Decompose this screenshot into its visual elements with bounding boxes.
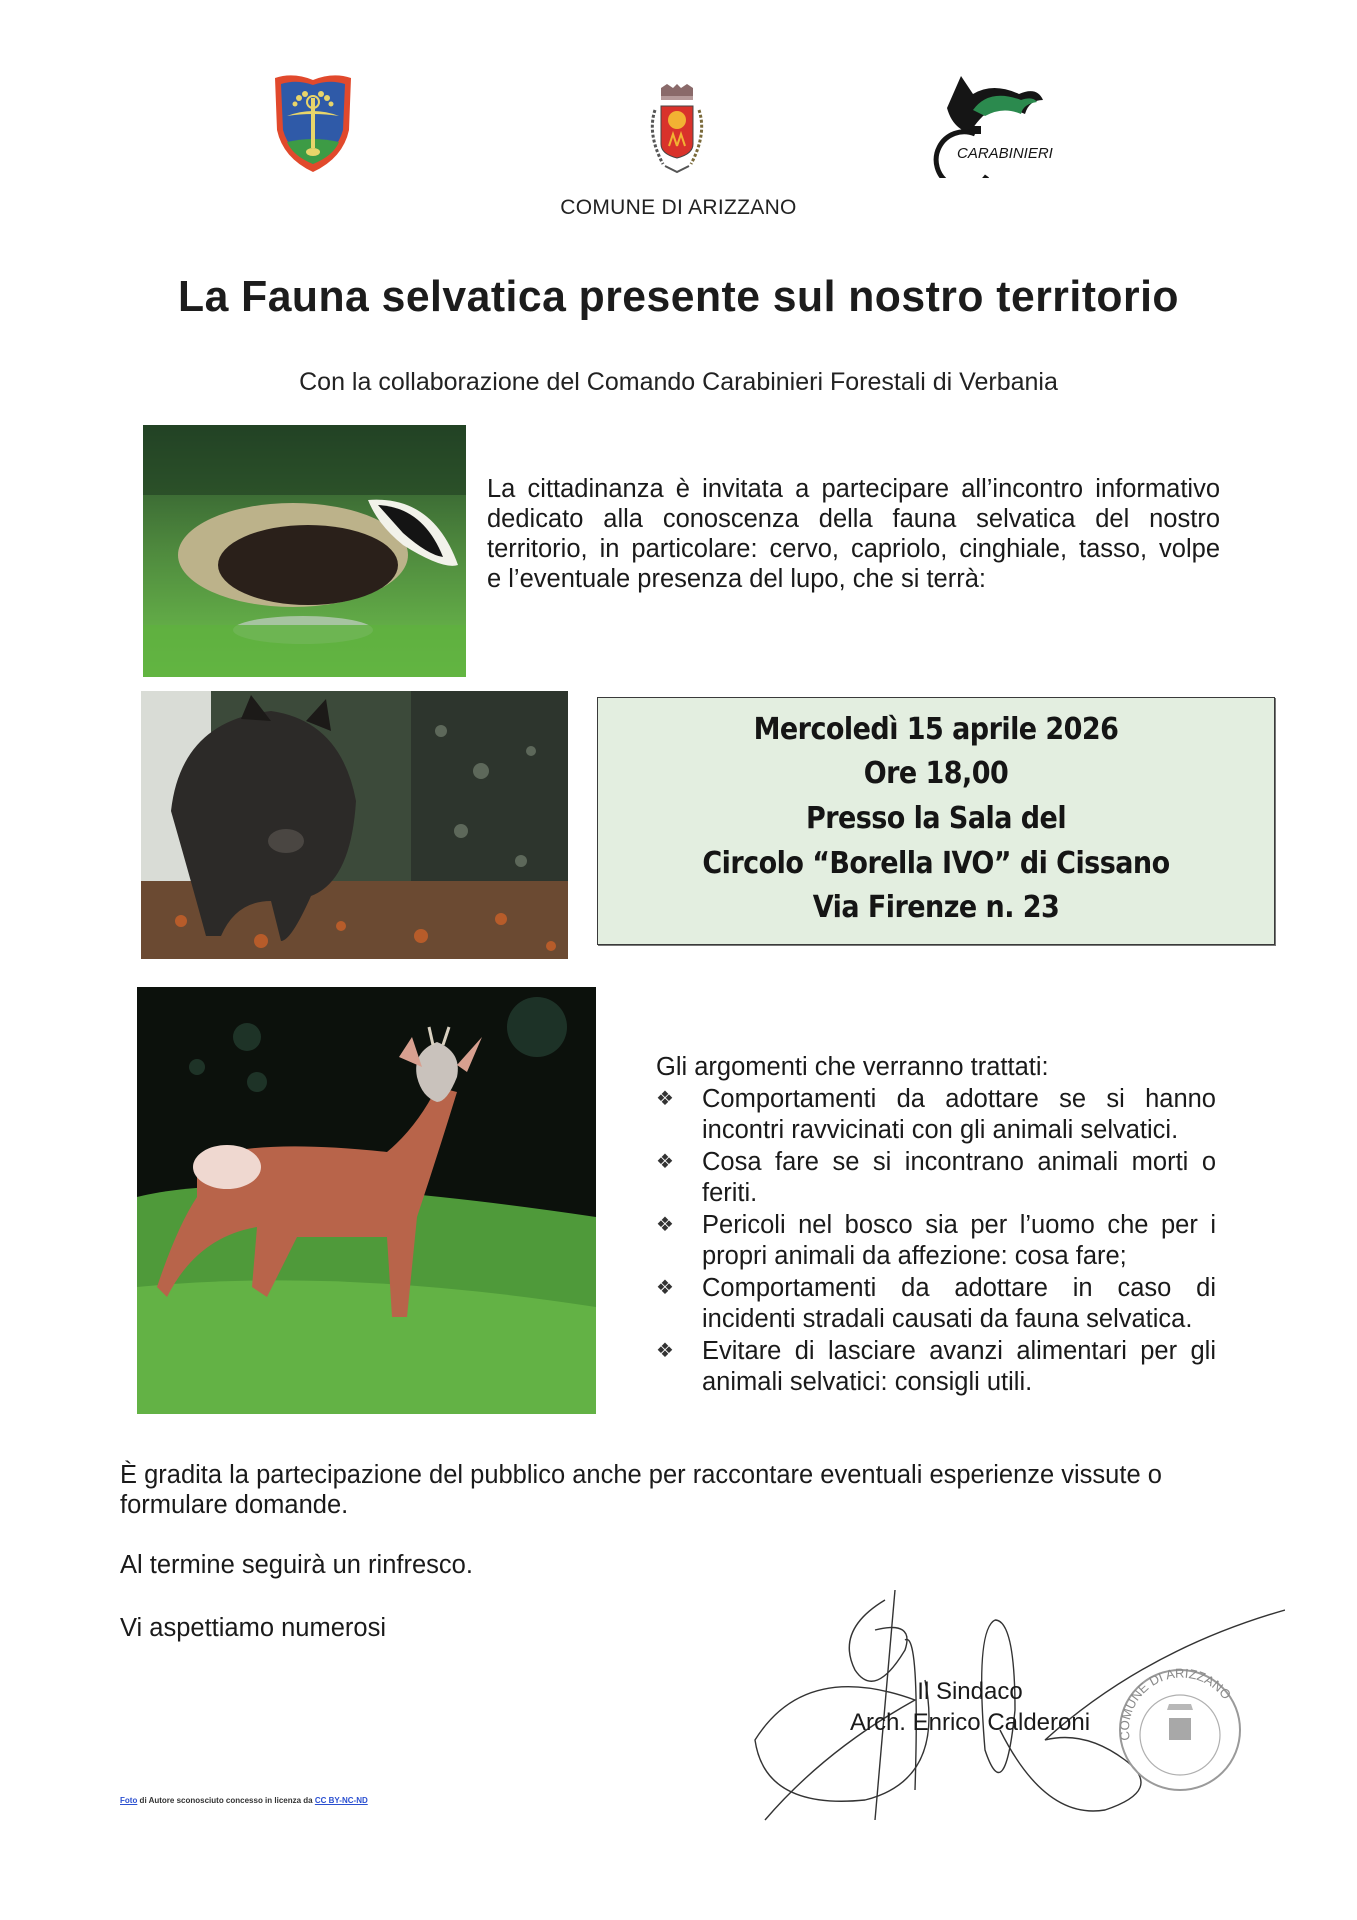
participation-text: È gradita la partecipazione del pubblico anche per raccontare eventuali esperienze vissute o formulare domande.	[120, 1461, 1162, 1519]
roe-deer-image-icon	[137, 987, 596, 1414]
photo-badger	[143, 425, 466, 677]
signer-role: Il Sindaco	[917, 1678, 1023, 1705]
intro-line: e l’eventuale presenza del lupo, che si terrà:	[487, 565, 986, 593]
intro-line: dedicato alla conoscenza della fauna selvatica del nostro	[487, 505, 1220, 533]
list-item: ❖ Evitare di lasciare avanzi alimentari per gli animali selvatici: consigli utili.	[656, 1336, 1216, 1396]
wild-boar-image-icon	[141, 691, 568, 959]
svg-text:COMUNE DI ARIZZANO: COMUNE DI ARIZZANO	[1116, 1665, 1235, 1742]
municipal-crest-icon	[643, 84, 711, 174]
diamond-bullet-icon: ❖	[656, 1339, 674, 1362]
refreshment-text: Al termine seguirà un rinfresco.	[120, 1551, 473, 1579]
diamond-bullet-icon: ❖	[656, 1150, 674, 1173]
event-venue-line1: Presso la Sala del	[805, 801, 1067, 836]
signature-block	[820, 1676, 1120, 1738]
intro-paragraph	[487, 474, 1220, 594]
list-item: ❖ Comportamenti da adottare se si hanno incontri ravvicinati con gli animali selvatici.	[656, 1084, 1216, 1144]
topics-section	[656, 1052, 1216, 1399]
svg-text:CARABINIERI: CARABINIERI	[957, 145, 1053, 162]
invitation-text: Vi aspettiamo numerosi	[120, 1614, 386, 1642]
event-details-box	[597, 697, 1275, 945]
subtitle: Con la collaborazione del Comando Carabinieri Forestali di Verbania	[299, 368, 1058, 396]
photo-link[interactable]: Foto	[120, 1796, 138, 1805]
photo-roe-deer	[137, 987, 596, 1414]
photo-wild-boar	[141, 691, 568, 959]
page-title: La Fauna selvatica presente sul nostro territorio	[178, 272, 1179, 321]
topics-heading: Gli argomenti che verranno trattati:	[656, 1053, 1049, 1081]
list-item: ❖ Cosa fare se si incontrano animali morti o feriti.	[656, 1147, 1216, 1207]
signer-name: Arch. Enrico Calderoni	[849, 1709, 1091, 1736]
intro-line: La cittadinanza è invitata a partecipare all’incontro informativo	[487, 475, 1220, 503]
shield-crest-icon	[273, 70, 353, 174]
official-stamp-icon	[1117, 1665, 1240, 1790]
diamond-bullet-icon: ❖	[656, 1213, 674, 1236]
intro-line: territorio, in particolare: cervo, capriolo, cinghiale, tasso, volpe	[487, 535, 1220, 563]
badger-image-icon	[143, 425, 466, 677]
carabinieri-flame-icon	[933, 74, 1057, 178]
org-name: COMUNE DI ARIZZANO	[560, 196, 797, 219]
topics-list	[656, 1084, 1216, 1399]
license-link[interactable]: CC BY-NC-ND	[314, 1796, 368, 1805]
list-item: ❖ Comportamenti da adottare in caso di incidenti stradali causati da fauna selvatica.	[656, 1273, 1216, 1333]
diamond-bullet-icon: ❖	[656, 1276, 674, 1299]
event-venue-line2: Circolo “Borella IVO” di Cissano	[702, 846, 1170, 881]
photo-credit: Foto di Autore sconosciuto concesso in licenza da CC BY-NC-ND	[120, 1796, 368, 1805]
carabinieri-forestali-shield	[273, 70, 353, 174]
diamond-bullet-icon: ❖	[656, 1087, 674, 1110]
carabinieri-logo	[933, 74, 1057, 178]
event-time: Ore 18,00	[863, 756, 1009, 791]
comune-arizzano-crest	[643, 84, 711, 174]
event-date: Mercoledì 15 aprile 2026	[753, 712, 1119, 747]
list-item: ❖ Pericoli nel bosco sia per l’uomo che per i propri animali da affezione: cosa fare;	[656, 1210, 1216, 1270]
event-address: Via Firenze n. 23	[812, 890, 1060, 925]
